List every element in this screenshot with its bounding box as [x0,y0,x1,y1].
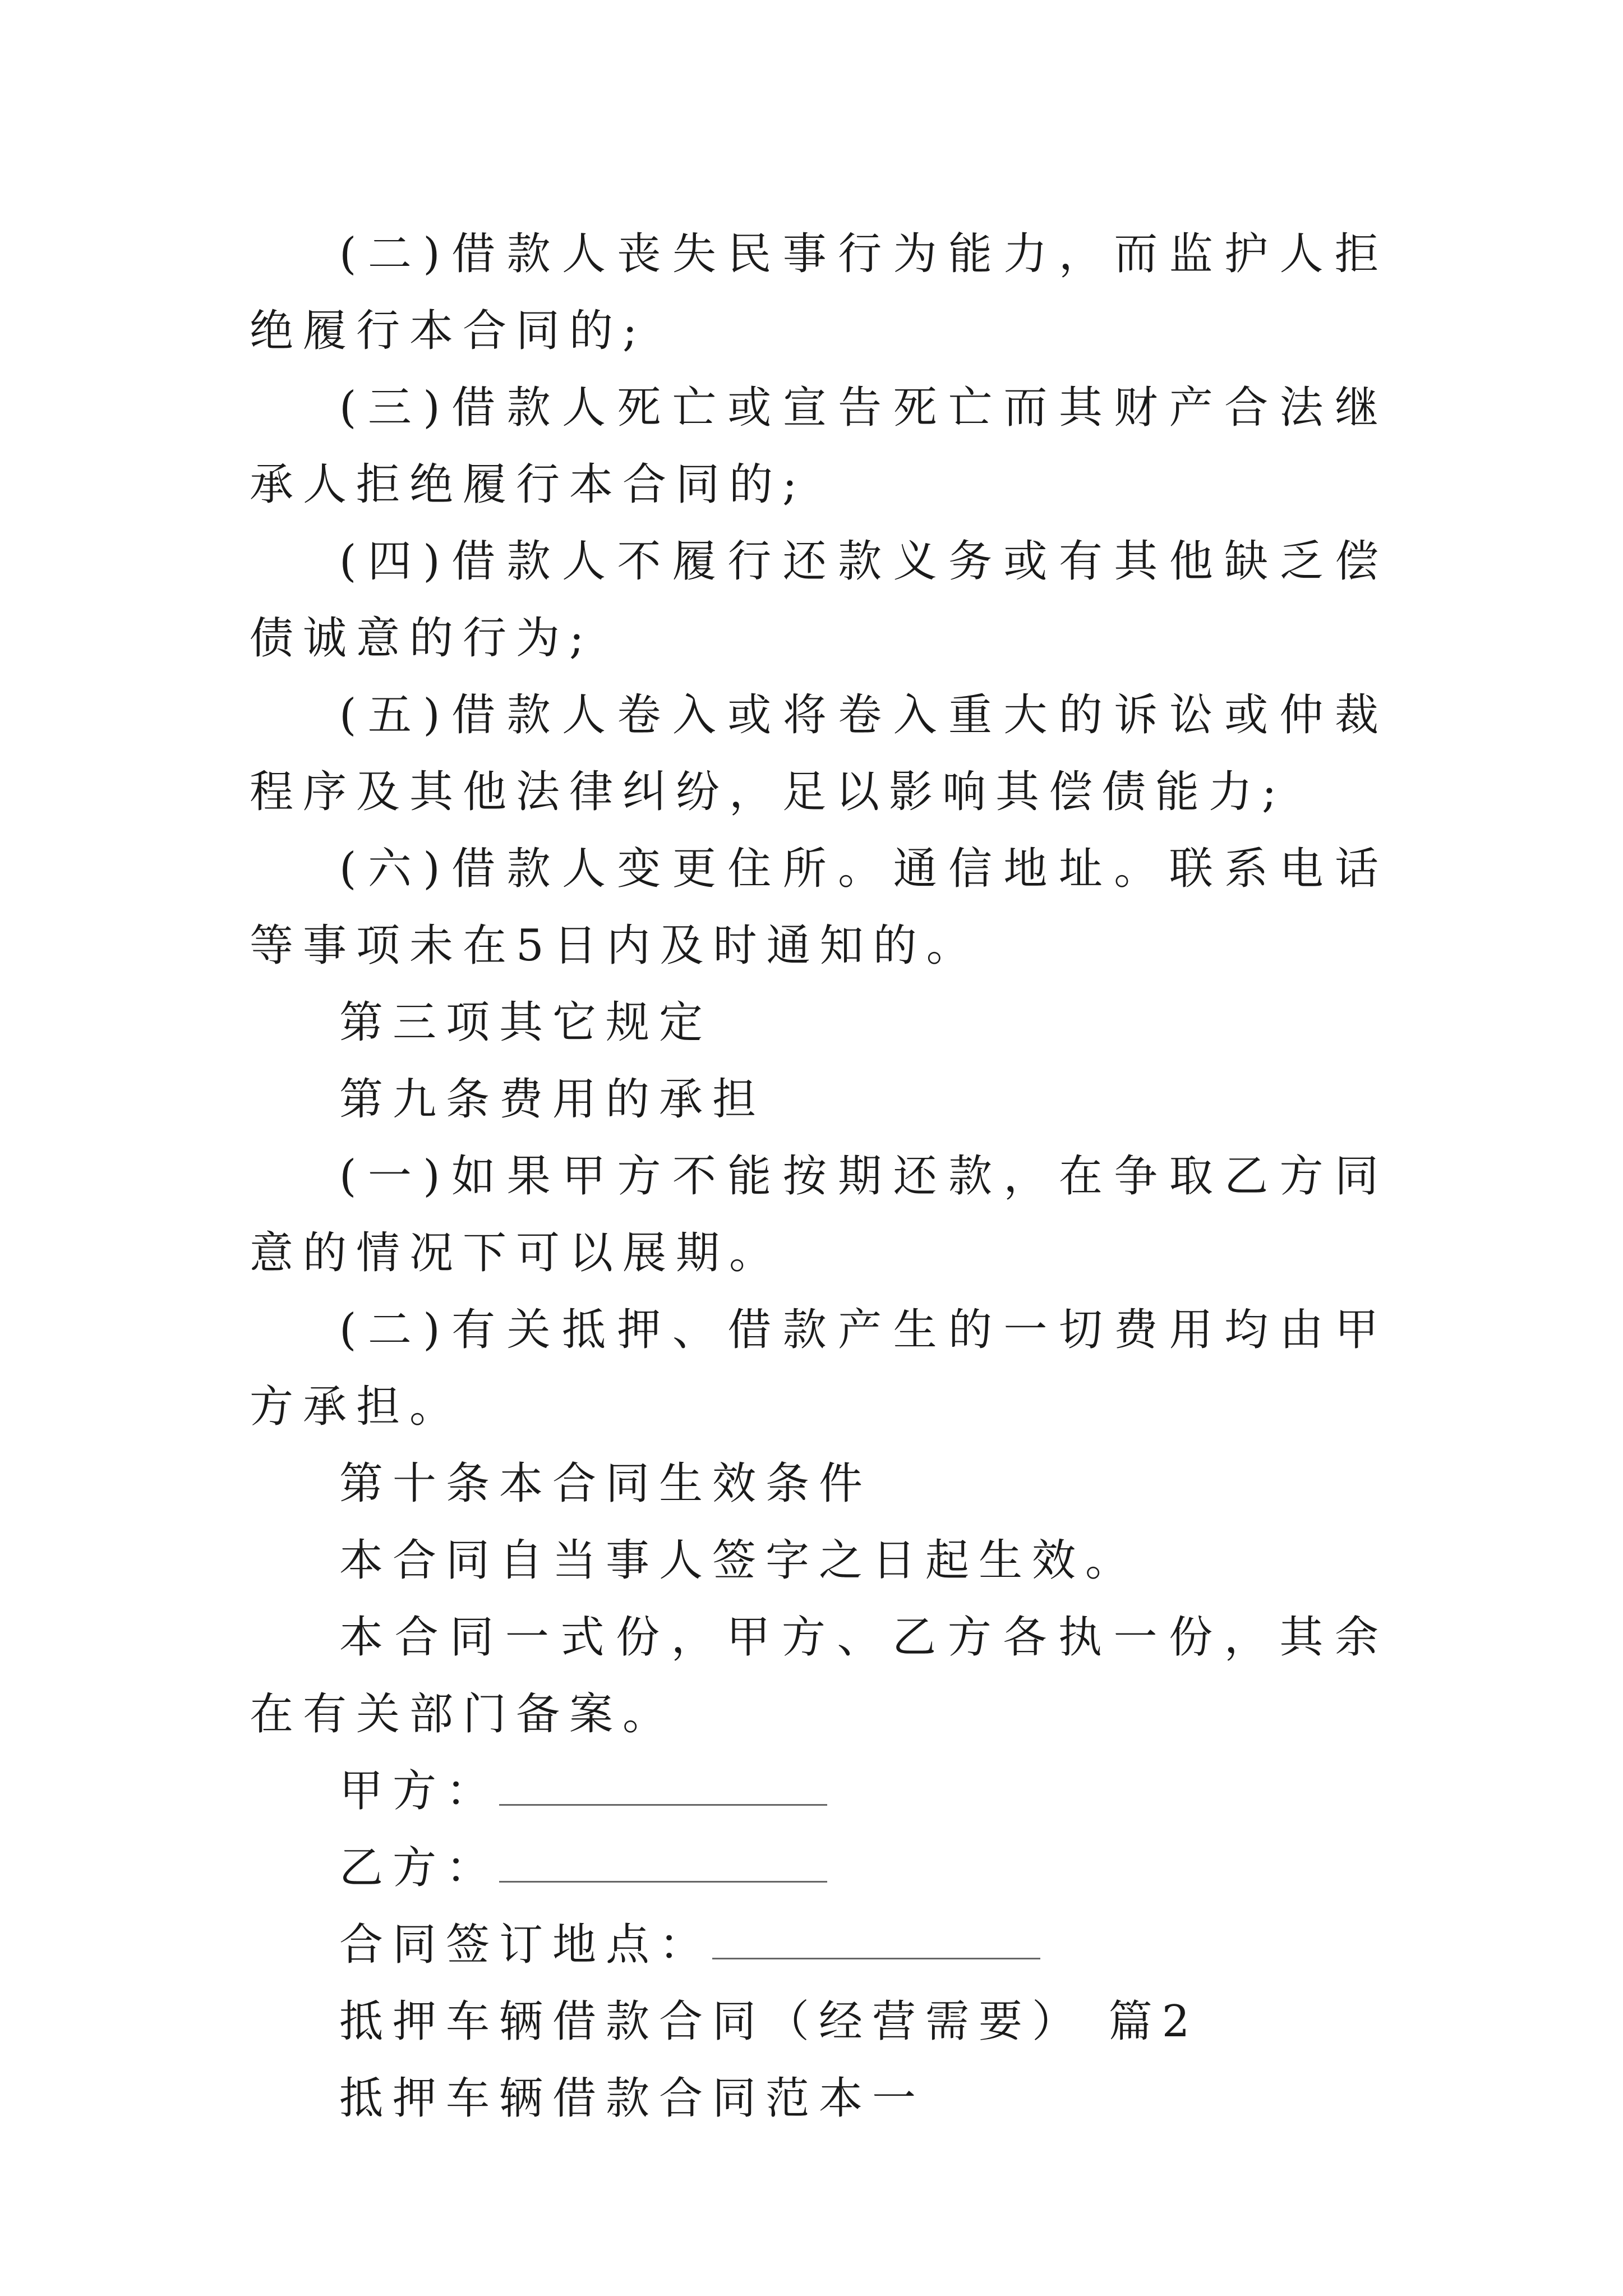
signing-place-blank[interactable] [712,1923,1040,1959]
clause-paragraph: (一)如果甲方不能按期还款，在争取乙方同意的情况下可以展期。 [250,1151,1388,1278]
article-heading: 第九条费用的承担 [339,1074,766,1125]
clause-paragraph: (五)借款人卷入或将卷入重大的诉讼或仲裁程序及其他法律纠纷，足以影响其偿债能力; [250,690,1388,817]
clause-paragraph: (二)有关抵押、借款产生的一切费用均由甲方承担。 [250,1305,1388,1432]
article-heading: 第十条本合同生效条件 [339,1458,873,1509]
party-b-signature-line [250,1830,1388,1907]
clause-paragraph: 本合同一式份，甲方、乙方各执一份，其余在有关部门备案。 [250,1612,1388,1740]
signing-place-line [250,1907,1388,1984]
clause-paragraph: (二)借款人丧失民事行为能力，而监护人拒绝履行本合同的; [250,229,1388,356]
clause-paragraph: (三)借款人死亡或宣告死亡而其财产合法继承人拒绝履行本合同的; [250,383,1388,510]
party-b-label: 乙方： [339,1843,500,1893]
clause-paragraph: (六)借款人变更住所。通信地址。联系电话等事项未在5日内及时通知的。 [250,844,1388,971]
clause-paragraph: 本合同自当事人签字之日起生效。 [339,1535,1139,1586]
contract-title: 抵押车辆借款合同（经营需要） 篇2 [339,1996,1200,2047]
document-body [250,216,1388,2137]
section-heading: 第三项其它规定 [339,997,713,1048]
party-a-signature-line [250,1753,1388,1830]
party-b-blank[interactable] [499,1846,827,1883]
party-a-label: 甲方： [339,1766,500,1816]
signing-place-label: 合同签订地点： [339,1920,713,1970]
contract-subtitle: 抵押车辆借款合同范本一 [339,2073,926,2124]
clause-paragraph: (四)借款人不履行还款义务或有其他缺乏偿债诚意的行为; [250,536,1388,664]
party-a-blank[interactable] [499,1769,827,1806]
